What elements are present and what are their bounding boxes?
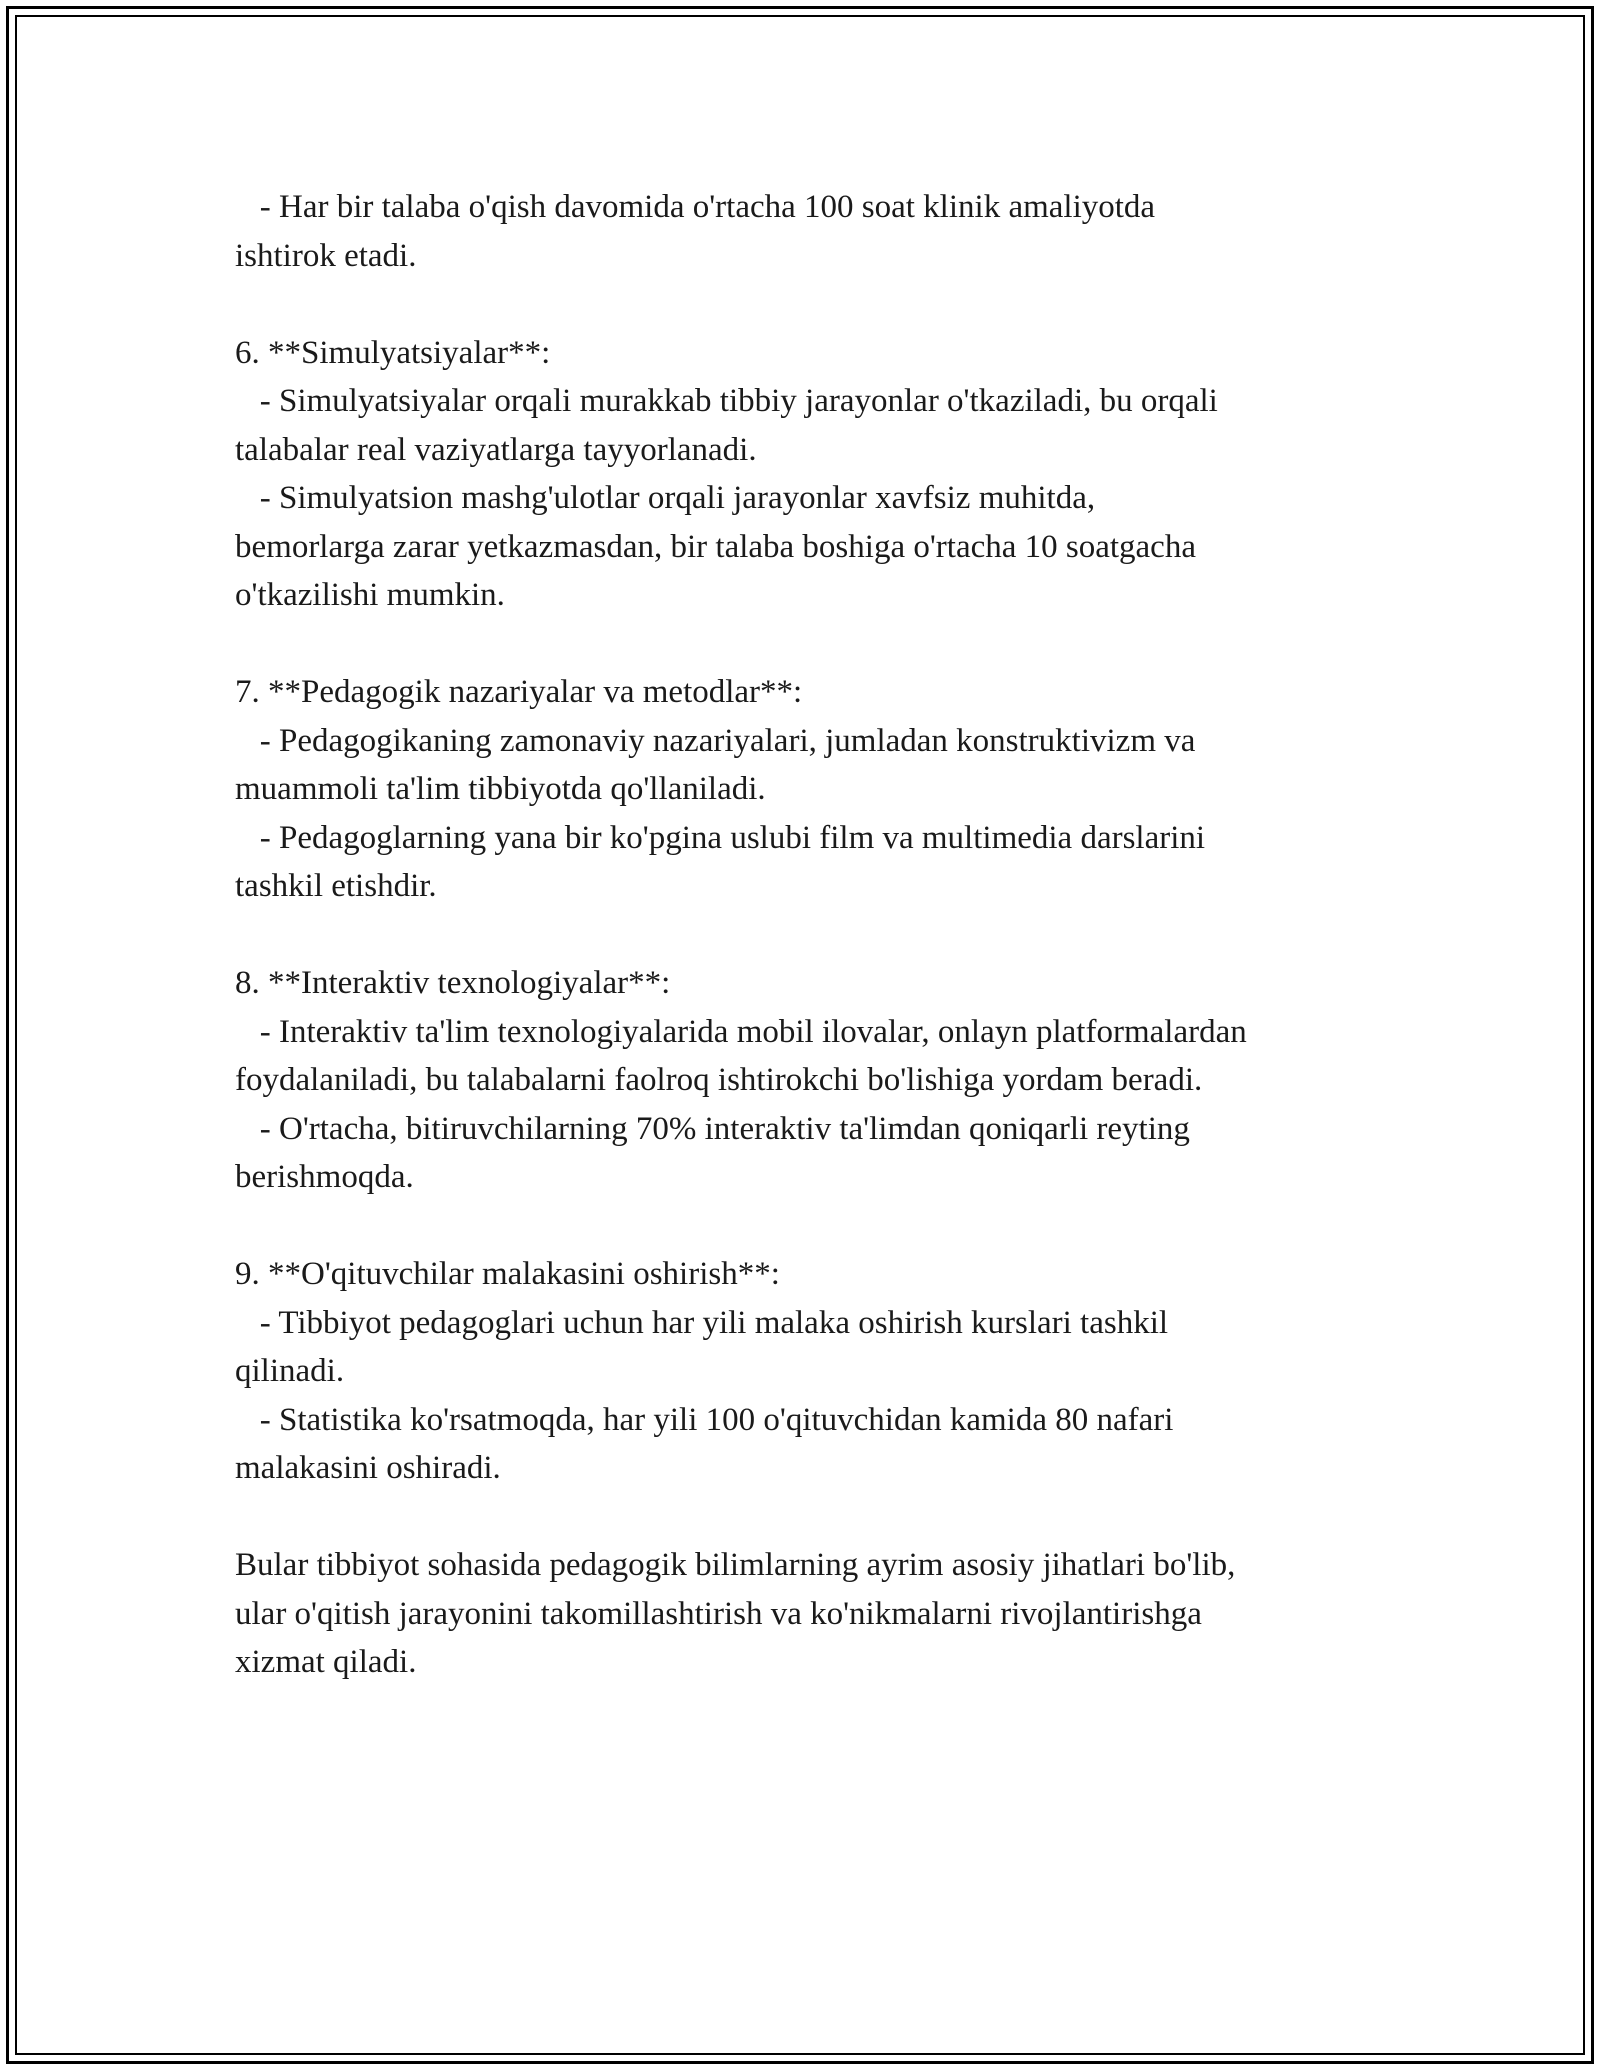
text-line: - Har bir talaba o'qish davomida o'rtacha 100 soat klinik amaliyotda xyxy=(235,189,1156,225)
paragraph-conclusion xyxy=(235,1541,1375,1687)
text-line: malakasini oshiradi. xyxy=(235,1450,501,1486)
section-heading: 6. **Simulyatsiyalar**: xyxy=(235,334,551,371)
text-line: - Interaktiv ta'lim texnologiyalarida mobil ilovalar, onlayn platformalardan xyxy=(235,1013,1247,1050)
text-line: - Simulyatsion mashg'ulotlar orqali jarayonlar xavfsiz muhitda, xyxy=(235,480,1096,516)
section-heading: 7. **Pedagogik nazariyalar va metodlar**: xyxy=(235,674,803,710)
text-line: o'tkazilishi mumkin. xyxy=(235,577,505,613)
text-line: qilinadi. xyxy=(235,1353,345,1389)
text-line: - Tibbiyot pedagoglari uchun har yili malaka oshirish kurslari tashkil xyxy=(235,1304,1169,1341)
text-line: - Statistika ko'rsatmoqda, har yili 100 o'qituvchidan kamida 80 nafari xyxy=(235,1401,1174,1438)
paragraph-clinical-practice-continuation xyxy=(235,183,1375,280)
text-line: - Simulyatsiyalar orqali murakkab tibbiy jarayonlar o'tkaziladi, bu orqali xyxy=(235,383,1218,419)
section-heading: 9. **O'qituvchilar malakasini oshirish**: xyxy=(235,1256,780,1292)
document-body xyxy=(235,183,1375,1687)
text-line: foydalaniladi, bu talabalarni faolroq ishtirokchi bo'lishiga yordam beradi. xyxy=(235,1062,1203,1098)
text-line: ishtirok etadi. xyxy=(235,237,417,274)
text-line: - Pedagoglarning yana bir ko'pgina uslubi film va multimedia darslarini xyxy=(235,819,1206,856)
section-6-simulations xyxy=(235,329,1375,620)
section-8-interactive-technologies xyxy=(235,959,1375,1202)
section-9-teacher-training xyxy=(235,1250,1375,1493)
text-line: - Pedagogikaning zamonaviy nazariyalari, jumladan konstruktivizm va xyxy=(235,722,1196,759)
text-line: berishmoqda. xyxy=(235,1159,414,1195)
text-line: talabalar real vaziyatlarga tayyorlanadi. xyxy=(235,431,757,468)
section-7-pedagogical-theories xyxy=(235,668,1375,911)
text-line: Bular tibbiyot sohasida pedagogik bilimlarning ayrim asosiy jihatlari bo'lib, xyxy=(235,1547,1236,1583)
text-line: bemorlarga zarar yetkazmasdan, bir talaba boshiga o'rtacha 10 soatgacha xyxy=(235,528,1196,565)
text-line: xizmat qiladi. xyxy=(235,1644,417,1680)
text-line: - O'rtacha, bitiruvchilarning 70% interaktiv ta'limdan qoniqarli reyting xyxy=(235,1110,1190,1147)
text-line: tashkil etishdir. xyxy=(235,868,437,904)
text-line: ular o'qitish jarayonini takomillashtirish va ko'nikmalarni rivojlantirishga xyxy=(235,1595,1202,1632)
section-heading: 8. **Interaktiv texnologiyalar**: xyxy=(235,965,671,1001)
text-line: muammoli ta'lim tibbiyotda qo'llaniladi. xyxy=(235,771,766,807)
